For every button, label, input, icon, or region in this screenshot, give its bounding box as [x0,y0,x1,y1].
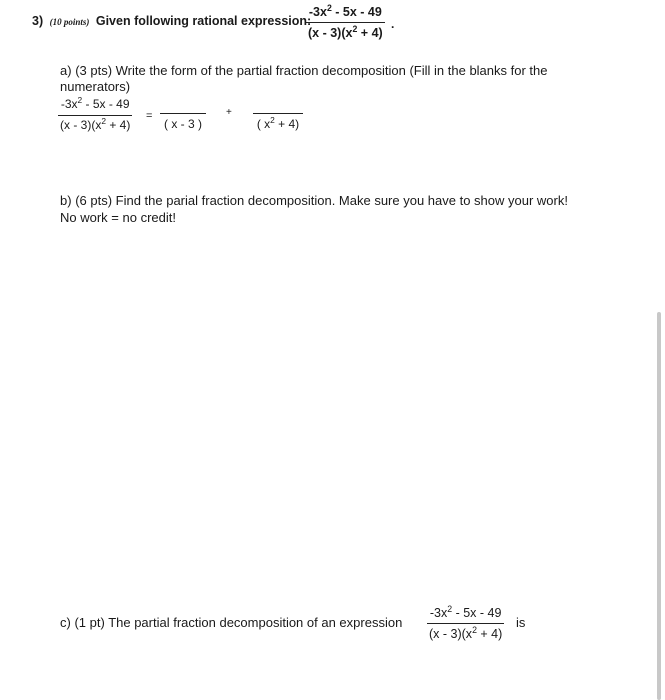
part-a-line1: a) (3 pts) Write the form of the partial fraction decomposition (Fill in the blanks for the [60,63,548,78]
equals-sign: = [146,110,153,122]
plus-sign: + [226,107,232,118]
header-expression [306,2,385,41]
part-c-expression: $-3x^2 - 5x - 49$ $(x - 3)(x^2 + 4)$ [429,603,503,642]
fraction-bar [306,22,385,23]
vertical-scrollbar[interactable] [657,312,661,700]
part-c-text: c) (1 pt) The partial fraction decomposition of an expression [60,615,403,630]
blank-fraction-1[interactable] [160,113,206,131]
question-number: 3) [32,14,44,28]
question-header [32,14,311,28]
part-b-line1: b) (6 pts) Find the parial fraction decomposition. Make sure you have to show your work! [60,193,568,208]
question-points: (10 points) [49,17,90,27]
part-c-suffix: is [516,615,526,630]
blank-fraction-2[interactable] [253,113,303,131]
part-a-line2: numerators) [60,79,131,94]
part-a-expression: $-3x^2 - 5x - 49$ $(x - 3)(x^2 + 4)$ [60,95,131,132]
header-period: . [391,17,395,31]
blank-denominator-1: ( x - 3 ) [164,117,202,131]
expression-denominator: $(x - 3)(x^2 + 4)$ [308,24,383,41]
blank-numerator-2[interactable] [253,113,303,114]
blank-numerator-1[interactable] [160,113,206,114]
expression-numerator: $-3x^2 - 5x - 49$ [308,2,382,19]
part-b-line2: No work = no credit! [60,210,176,225]
blank-denominator-2: ( $x^2 + 4$) [256,115,300,131]
question-intro: Given following rational expression: [95,14,312,28]
